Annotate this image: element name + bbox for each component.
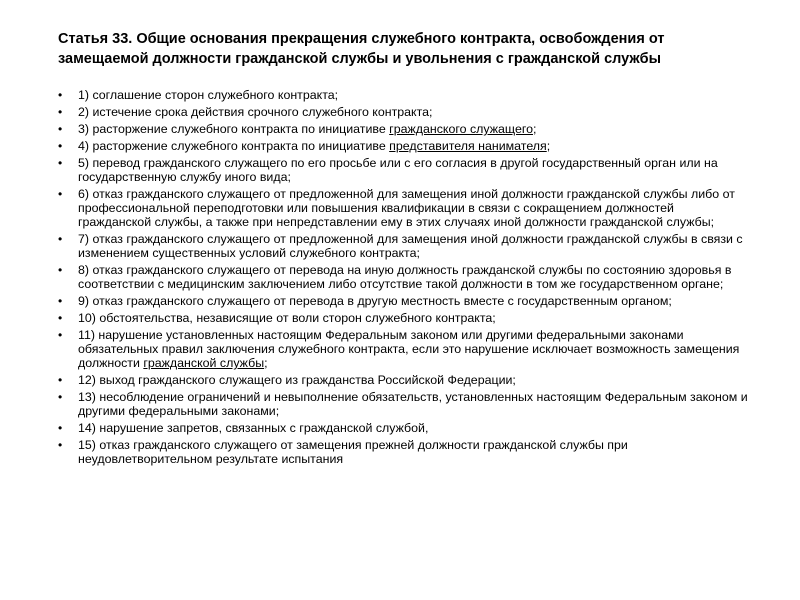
list-item-link[interactable]: гражданской службы — [143, 356, 265, 370]
list-item — [58, 105, 748, 119]
list-item-text: 15) отказ гражданского служащего от замещения прежней должности гражданской службы при неудовлетворительном результате испытания — [78, 438, 628, 466]
list-item-punctuation: ; — [264, 356, 268, 370]
list-item — [58, 328, 748, 370]
list-item — [58, 294, 748, 308]
list-item — [58, 373, 748, 387]
grounds-list — [58, 88, 748, 469]
list-item — [58, 156, 748, 184]
bullet-icon: • — [58, 187, 63, 201]
bullet-icon: • — [58, 311, 63, 325]
bullet-icon: • — [58, 294, 63, 308]
list-item-text: 6) отказ гражданского служащего от предложенной для замещения иной должности гражданской службы либо от профессиональной переподготовки или повышения квалификации в связи с сокращением должностей гражданской службы, а также при непредставлении ему в этих случаях иной должности гражданской службы; — [78, 187, 735, 229]
list-item — [58, 421, 748, 435]
bullet-icon: • — [58, 88, 63, 102]
bullet-icon: • — [58, 373, 63, 387]
list-item-text: 12) выход гражданского служащего из гражданства Российской Федерации; — [78, 373, 516, 387]
list-item-text: 4) расторжение служебного контракта по инициативе — [78, 139, 390, 153]
list-item — [58, 232, 748, 260]
list-item-text: 9) отказ гражданского служащего от перевода в другую местность вместе с государственным органом; — [78, 294, 672, 308]
list-item — [58, 311, 748, 325]
bullet-icon: • — [58, 156, 63, 170]
list-item-text: 8) отказ гражданского служащего от перевода на иную должность гражданской службы по состоянию здоровья в соответствии с медицинским заключением либо отсутствие такой должности в том же государственном органе; — [78, 263, 732, 291]
list-item-punctuation: ; — [546, 139, 551, 153]
bullet-icon: • — [58, 438, 63, 452]
list-item-text: 10) обстоятельства, независящие от воли сторон служебного контракта; — [78, 311, 496, 325]
list-item-link[interactable]: гражданского служащего — [389, 122, 533, 136]
bullet-icon: • — [58, 105, 63, 119]
list-item — [58, 88, 748, 102]
list-item-text: 2) истечение срока действия срочного служебного контракта; — [78, 105, 433, 119]
bullet-icon: • — [58, 122, 63, 136]
list-item-text: 1) соглашение сторон служебного контракта; — [78, 88, 339, 102]
list-item-text: 14) нарушение запретов, связанных с гражданской службой, — [78, 421, 429, 435]
list-item-text: 3) расторжение служебного контракта по инициативе — [78, 122, 390, 136]
article-title: Статья 33. Общие основания прекращения служебного контракта, освобождения от замещаемой должности гражданской службы и увольнения с гражданской службы — [58, 31, 665, 67]
list-item-punctuation: ; — [532, 122, 537, 136]
list-item-link[interactable]: представителя нанимателя — [389, 139, 547, 153]
list-item-text: 5) перевод гражданского служащего по его просьбе или с его согласия в другой государственный орган или на государственную службу иного вида; — [78, 156, 718, 184]
list-item-text: 13) несоблюдение ограничений и невыполнение обязательств, установленных настоящим Федеральным законом и другими федеральными законами; — [78, 390, 748, 418]
bullet-icon: • — [58, 390, 63, 404]
bullet-icon: • — [58, 139, 63, 153]
bullet-icon: • — [58, 263, 63, 277]
list-item-text: 11) нарушение установленных настоящим Федеральным законом или другими федеральными законами обязательных правил заключения служебного контракта, если это нарушение исключает возможность замещения должности — [78, 328, 740, 370]
list-item — [58, 390, 748, 418]
list-item — [58, 122, 748, 136]
list-item — [58, 187, 748, 229]
bullet-icon: • — [58, 232, 63, 246]
list-item — [58, 263, 748, 291]
list-item-text: 7) отказ гражданского служащего от предложенной для замещения иной должности гражданской службы в связи с изменением существенных условий служебного контракта; — [78, 232, 743, 260]
bullet-icon: • — [58, 421, 63, 435]
bullet-icon: • — [58, 328, 63, 342]
list-item — [58, 438, 748, 466]
list-item — [58, 139, 748, 153]
